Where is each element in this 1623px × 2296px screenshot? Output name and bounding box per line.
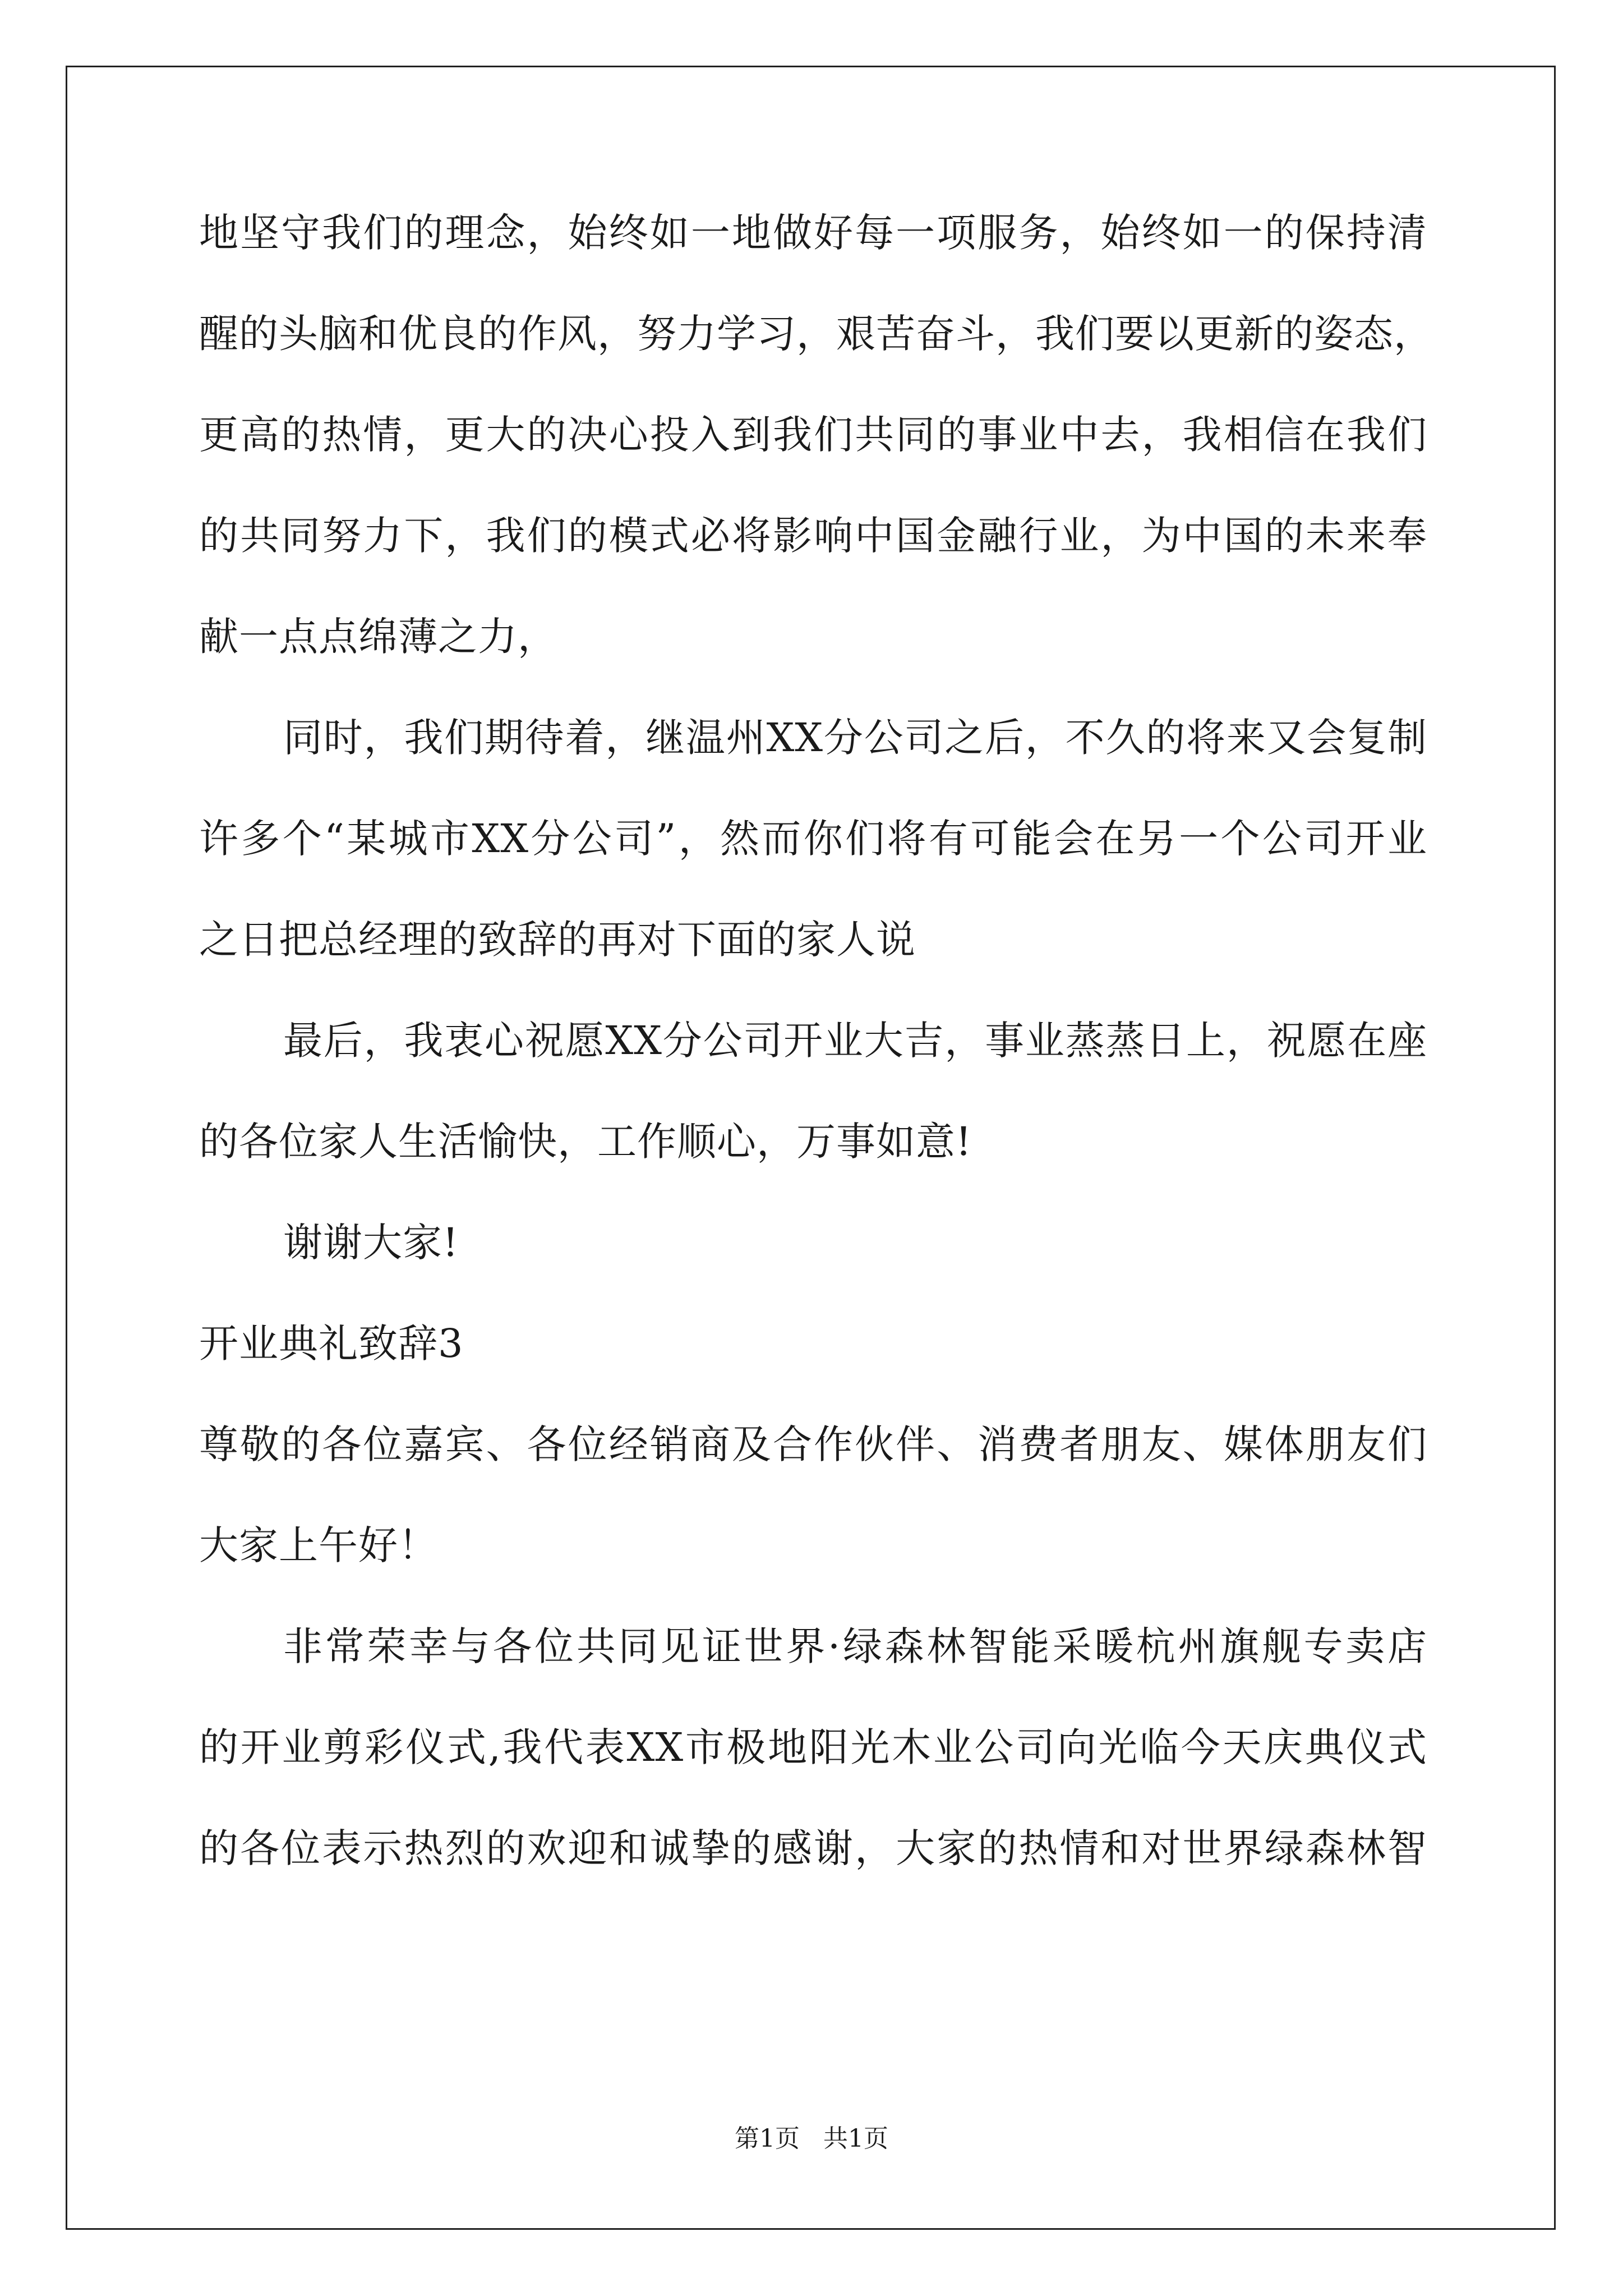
paragraph-start-line: 同时，我们期待着，继温州XX分公司之后，不久的将来又会复制 <box>283 715 1427 761</box>
text-line: 许多个“某城市XX分公司”，然而你们将有可能会在另一个公司开业 <box>199 816 1427 862</box>
text-line: 的各位家人生活愉快，工作顺心，万事如意! <box>199 1119 972 1165</box>
document-body <box>199 210 1433 1871</box>
text-line: 地坚守我们的理念，始终如一地做好每一项服务，始终如一的保持清 <box>199 210 1427 256</box>
page-footer <box>0 2125 1623 2153</box>
salutation-line: 尊敬的各位嘉宾、各位经销商及合作伙伴、消费者朋友、媒体朋友们 <box>199 1421 1427 1467</box>
text-line: 之日把总经理的致辞的再对下面的家人说 <box>199 917 916 963</box>
text-line: 的各位表示热烈的欢迎和诚挚的感谢，大家的热情和对世界绿森林智 <box>199 1825 1427 1871</box>
section-heading: 开业典礼致辞3 <box>199 1320 464 1366</box>
text-line: 的开业剪彩仪式,我代表XX市极地阳光木业公司向光临今天庆典仪式 <box>199 1724 1427 1770</box>
page-total: 共1页 <box>823 2124 888 2153</box>
page-number: 第1页 <box>735 2124 800 2153</box>
paragraph-start-line: 谢谢大家! <box>283 1220 459 1266</box>
paragraph-start-line: 非常荣幸与各位共同见证世界·绿森林智能采暖杭州旗舰专卖店 <box>283 1623 1427 1669</box>
greeting-line: 大家上午好！ <box>199 1522 438 1568</box>
text-line: 的共同努力下，我们的模式必将影响中国金融行业，为中国的未来奉 <box>199 513 1427 559</box>
text-line: 更高的热情，更大的决心投入到我们共同的事业中去，我相信在我们 <box>199 412 1427 458</box>
paragraph-start-line: 最后，我衷心祝愿XX分公司开业大吉，事业蒸蒸日上，祝愿在座 <box>283 1018 1427 1064</box>
text-line: 醒的头脑和优良的作风，努力学习，艰苦奋斗，我们要以更新的姿态， <box>199 311 1433 357</box>
text-line: 献一点点绵薄之力， <box>199 614 557 660</box>
